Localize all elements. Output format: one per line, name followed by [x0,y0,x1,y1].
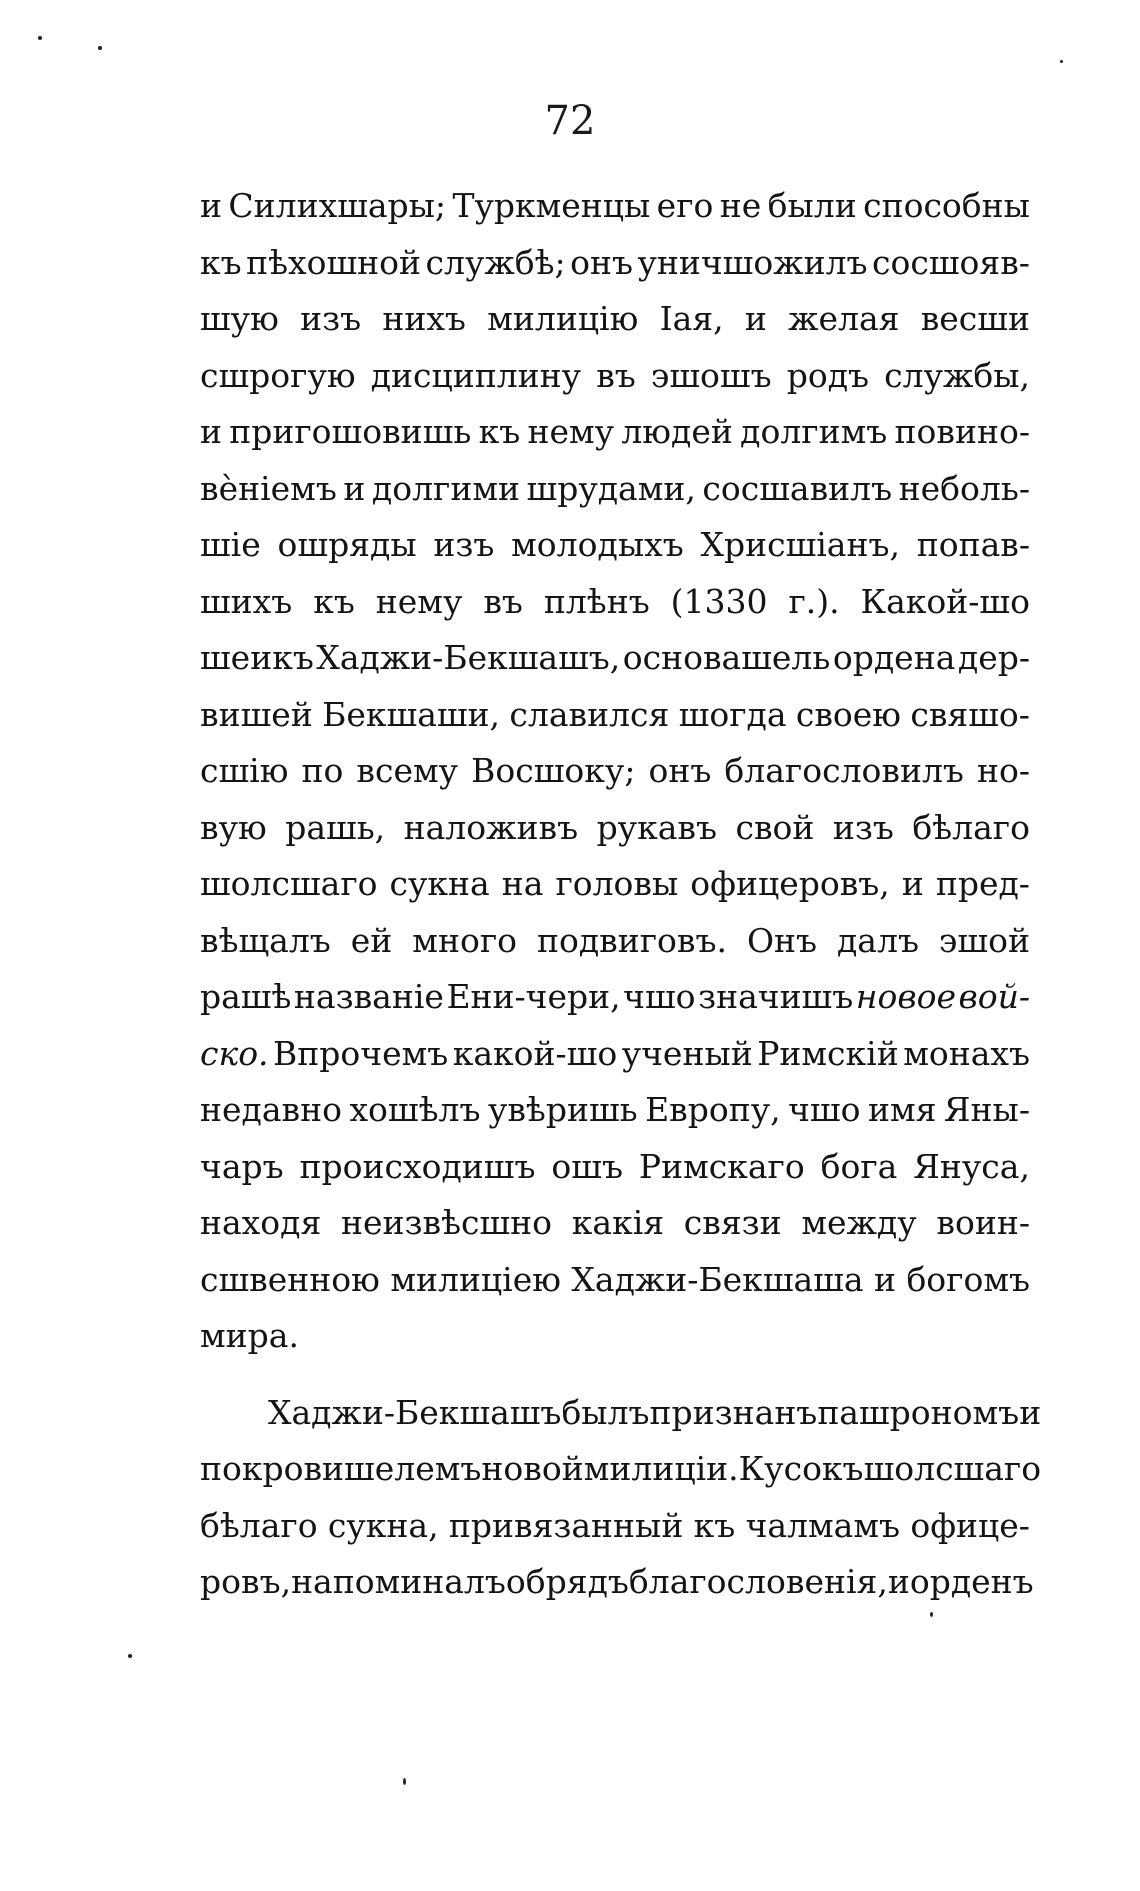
word: сшрогую [200,355,356,395]
word: шолсшаго [200,864,378,903]
word: увѣришь [487,1090,638,1129]
word: весши [920,299,1030,338]
word: бога [820,1146,898,1186]
word: благословилъ [724,751,964,790]
word: связи [683,1203,782,1242]
word: воин- [936,1203,1030,1242]
word: дисциплину [370,355,582,395]
word: богомъ [906,1259,1030,1299]
word: долгимъ [740,412,888,451]
word: хошѣлъ [349,1090,481,1129]
word: ошъ [551,1146,623,1186]
word: сосшояв- [872,242,1030,282]
word: вую [200,807,267,847]
word: нему [375,581,463,621]
word: онъ [570,242,633,282]
word: своею [795,694,902,734]
word: на [501,864,544,903]
word: ей [350,920,393,960]
word: далъ [836,920,919,960]
word: и [873,1259,896,1299]
word: долгими [371,468,520,508]
word: Римскаго [638,1146,805,1186]
scan-speck [128,1654,132,1658]
word: Хаджи-Бекшашъ, [316,638,621,677]
text-line [200,969,1030,1026]
word: Туркменцы [452,186,651,225]
word: были [767,186,857,225]
word: подвиговъ. [536,920,727,960]
word: свой [735,807,815,847]
word: попав- [916,525,1030,564]
word: ордена [832,638,956,677]
text-line [200,1498,1030,1555]
word: Хрисшіанъ, [700,525,900,564]
word: эшой [938,920,1030,960]
text-line [200,1441,1042,1498]
text-line [200,856,1030,913]
body-text [200,178,1042,1611]
word: его [656,186,714,225]
word: къ [693,1505,736,1545]
text-line [200,1195,1030,1252]
word: свяшо- [910,694,1030,734]
text-line [200,1252,1030,1309]
word: къ [200,242,242,282]
word: значишъ [698,977,854,1016]
word: пѣхошной [246,242,422,282]
word: ученый [621,1033,753,1073]
text-line [200,1385,1042,1442]
word: шеикъ [200,638,314,677]
word: между [801,1203,917,1242]
text-line [200,687,1030,744]
text-line [200,800,1030,857]
word: орденъ [909,1562,1034,1601]
word: шогда [678,694,787,734]
word: новое [855,977,956,1016]
word: г.). [788,581,840,621]
text-line [200,404,1030,461]
word: Януса, [913,1146,1030,1186]
word: много [412,920,517,960]
word: пригошовишь [229,412,472,451]
word: шую [200,299,279,338]
word: къ [478,412,521,451]
word: происходишъ [299,1146,536,1186]
word: родъ [786,355,870,395]
word: Бекшаши, [322,694,501,734]
word: сукна, [327,1505,439,1545]
word: офицеровъ, [690,864,890,903]
text-line [200,630,1030,687]
word: ошряды [277,525,417,564]
word: шихъ [200,581,293,621]
word: людей [621,412,733,451]
text-line [200,1308,1030,1365]
word: чаръ [200,1146,284,1186]
word: не [719,186,762,225]
word: бѣлаго [912,807,1030,847]
word: новой [481,1449,584,1488]
word: всему [356,751,459,790]
word: имя [867,1090,937,1129]
text-line [200,1139,1030,1196]
scan-speck [38,36,42,40]
word: пред- [935,864,1030,903]
word: сукна [389,864,490,903]
text-line [200,913,1030,970]
word: Хаджи-Бекшаша [571,1259,864,1299]
word: дер- [957,638,1030,677]
word: ско. [200,1033,269,1073]
word: къ [313,581,355,621]
word: Онъ [746,920,817,960]
text-line [200,1026,1030,1083]
word: благословенія, [628,1562,888,1601]
word: рукавъ [596,807,717,847]
word: и [200,186,222,225]
word: молодыхъ [511,525,684,564]
word: названіе [293,977,444,1016]
word: милиціею [390,1259,561,1299]
word: Іая, [659,299,724,338]
word: онъ [648,751,712,790]
paragraph-1 [200,178,1030,1365]
page-number: 72 [544,98,596,144]
word: въ [483,581,523,621]
word: Восшоку; [471,751,636,790]
word: какой-шо [452,1033,618,1073]
word: признанъ [649,1392,818,1432]
word: монахъ [903,1033,1030,1073]
word: рашь, [285,807,386,847]
word: изъ [433,525,495,564]
scan-speck [930,1612,933,1617]
word: вѣщалъ [200,920,331,960]
word: нихъ [382,299,466,338]
word: шрудами, [526,468,696,508]
text-line [200,461,1030,518]
word: Кусокъ [738,1449,864,1488]
scan-speck [98,46,102,50]
word: нему [527,412,615,451]
word: вой- [958,977,1030,1016]
word: сосшавилъ [702,468,893,508]
word: желая [788,299,900,338]
word: по [301,751,344,790]
word: ровъ, [200,1562,292,1601]
word: головы [555,864,679,903]
word: и [887,1562,910,1601]
word: бѣлаго [200,1505,318,1545]
word: сшію [200,751,289,790]
word: чшо [788,1090,861,1129]
word: чалмамъ [745,1505,901,1545]
word: какія [571,1203,665,1242]
word: (1330 [670,581,768,621]
text-line [200,178,1030,235]
word: Впрочемъ [273,1033,449,1073]
word: уничшожилъ [637,242,868,282]
word: вèніемъ [200,468,337,508]
word: милицію [487,299,639,338]
text-line [200,517,1030,574]
text-line [200,291,1030,348]
word: повино- [894,412,1030,451]
word: неболь- [898,468,1030,508]
word: въ [596,355,636,395]
text-line [200,235,1030,292]
word: шіе [200,525,261,564]
word: рашѣ [200,977,292,1016]
word: Римскій [757,1033,899,1073]
word: и [343,468,366,508]
word: Ени-чери, [446,977,621,1016]
word: Хаджи-Бекшашъ [268,1392,562,1432]
word: изъ [300,299,362,338]
word: покровишелемъ [200,1449,482,1488]
scan-speck [1060,60,1063,63]
word: и [901,864,924,903]
text-line [200,1554,1034,1611]
word: Какой-шо [860,581,1030,621]
word: Европу, [645,1090,781,1129]
word: эшошъ [650,355,772,395]
word: недавно [200,1090,342,1129]
word: и [200,412,222,451]
word: изъ [832,807,894,847]
word: пашрономъ [817,1392,1020,1432]
word: былъ [561,1392,650,1432]
word: обрядъ [505,1562,629,1601]
word: шолсшаго [863,1449,1042,1488]
text-line [200,1082,1030,1139]
paragraph-2 [200,1385,1042,1611]
word: славился [509,694,670,734]
word: чшо [623,977,696,1016]
word: Силихшары; [228,186,447,225]
word: офице- [910,1505,1030,1545]
text-line [200,574,1030,631]
word: вишей [200,694,313,734]
word: но- [976,751,1030,790]
word: и [1019,1392,1042,1432]
word: плѣнъ [543,581,650,621]
word: основашель [622,638,831,677]
word: мира. [200,1316,299,1355]
word: способны [863,186,1030,225]
scan-speck [403,1778,406,1785]
word: службы, [884,355,1030,395]
word: находя [200,1203,322,1242]
word: и [744,299,767,338]
word: милиціи. [583,1449,739,1488]
text-line [200,743,1030,800]
word: напоминалъ [291,1562,506,1601]
text-line [200,348,1030,405]
word: наложивъ [403,807,579,847]
word: сшвенною [200,1259,380,1299]
word: неизвѣсшно [341,1203,553,1242]
word: Яны- [943,1090,1030,1129]
word: службѣ; [425,242,566,282]
word: привязанный [448,1505,684,1545]
